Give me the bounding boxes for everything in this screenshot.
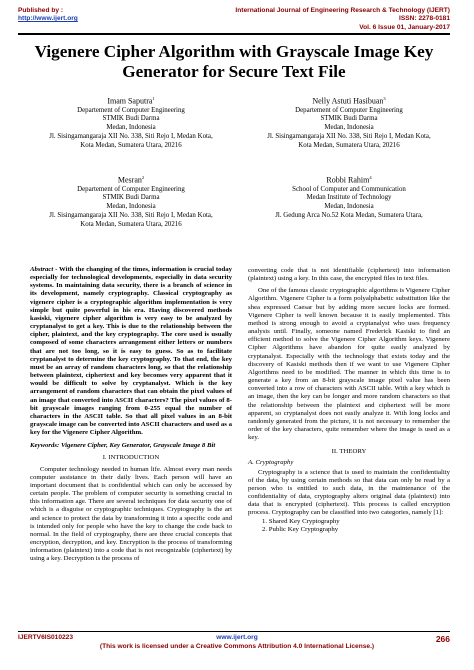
header-divider bbox=[18, 33, 450, 35]
footer-divider bbox=[18, 631, 450, 632]
body-paragraph: Cryptography is a science that is used to maintain the confidentiality of the data, by using certain methods so that data can only be read by a person who is entitled to such data, in the maintenance of the confidentiality of data, cryptography alters original data (plaintext) into data that is encrypted (ciphertext). This process is called encryption process. Cryptography can be classified into two categories, namely [1]: bbox=[248, 468, 450, 517]
paper-title: Vigenere Cipher Algorithm with Grayscale Image Key Generator for Secure Text File bbox=[34, 42, 434, 81]
header-journal-info bbox=[235, 7, 450, 32]
author-line: STMIK Budi Darma bbox=[102, 194, 160, 202]
abstract-label: Abstract bbox=[30, 266, 54, 273]
footer-url-link[interactable]: www.ijert.org bbox=[216, 634, 258, 641]
journal-name: International Journal of Engineering Research & Technology (IJERT) bbox=[235, 7, 450, 14]
author-line: Jl. Sisingamangaraja XII No. 338, Siti Rejo I, Medan Kota, bbox=[267, 133, 431, 141]
section-heading-theory: II. THEORY bbox=[331, 448, 367, 456]
author-line: Medan, Indonesia bbox=[106, 124, 156, 132]
author-line: STMIK Budi Darma bbox=[102, 115, 160, 123]
author-block-3: Nelly Astuti Hasibuan$^3$ Departement of Computer Engineering STMIK Budi Darma Medan, Indonesia Jl. Sisingamangaraja XII No. 338, Siti Rejo I, Medan Kota, Kota Medan, Sumatera Utara, 20216 bbox=[248, 95, 450, 151]
author-name: Imam Saputra bbox=[107, 96, 153, 106]
author-line: Departement of Computer Engineering bbox=[77, 185, 185, 193]
author-line: Departement of Computer Engineering bbox=[77, 106, 185, 114]
page-number: 266 bbox=[435, 634, 450, 644]
keywords-label: Keywords: bbox=[30, 442, 60, 450]
section-heading-introduction: I. INTRODUCTION bbox=[102, 454, 160, 462]
author-line: Kota Medan, Sumatera Utara, 20216 bbox=[80, 142, 182, 150]
author-line: Jl. Sisingamangaraja XII No. 338, Siti Rejo I, Medan Kota, bbox=[49, 133, 213, 141]
author-line: Medan Institute of Technology bbox=[306, 194, 392, 202]
list-item: 1. Shared Key Cryptography bbox=[262, 517, 340, 525]
author-line: Kota Medan, Sumatera Utara, 20216 bbox=[298, 142, 400, 150]
author-name: Nelly Astuti Hasibuan bbox=[312, 96, 384, 106]
license-notice: (This work is licensed under a Creative Commons Attribution 4.0 International License.) bbox=[99, 643, 375, 650]
author-name: Robbi Rahim bbox=[326, 175, 370, 185]
author-line: Medan, Indonesia bbox=[324, 124, 374, 132]
list-item: 2. Public Key Cryptography bbox=[262, 525, 339, 533]
introduction-paragraph: Computer technology needed in human life. Almost every man needs computer assistance in their daily lives. Each person will have an important document that is confidential which can only be accessed by certain people. The problem of computer security is something crucial in this information age. There are several techniques for data security one of which is a disguise or cryptographic techniques. Cryptography is the art and science to protect the data by transforming it into a specific code and is intended only for people who have the key to change the code back to normal. In the field of cryptography, there are three crucial concepts that encryption, decryption, and key. Encryption is the process of transforming information (plaintext) into a code that is not recognizable (ciphertext) by using a key. Decryption is the process of bbox=[30, 465, 232, 563]
author-line: Jl. Gedung Arca No.52 Kota Medan, Sumatera Utara, bbox=[275, 212, 423, 220]
published-by-label: Published by : bbox=[18, 7, 64, 14]
author-block-2: Mesran$^2$ Departement of Computer Engineering STMIK Budi Darma Medan, Indonesia Jl. Sisingamangaraja XII No. 338, Siti Rejo I, Medan Kota, Kota Medan, Sumatera Utara, 20216 bbox=[30, 174, 232, 230]
author-block-1: Imam Saputra$^1$ Departement of Computer Engineering STMIK Budi Darma Medan, Indonesia Jl. Sisingamangaraja XII No. 338, Siti Rejo I, Medan Kota, Kota Medan, Sumatera Utara, 20216 bbox=[30, 95, 232, 151]
journal-url-link[interactable]: http://www.ijert.org bbox=[18, 15, 78, 23]
issn: ISSN: 2278-0181 bbox=[399, 15, 450, 23]
author-line: Kota Medan, Sumatera Utara, 20216 bbox=[80, 221, 182, 229]
volume-issue: Vol. 6 Issue 01, January-2017 bbox=[359, 23, 450, 31]
author-line: Departement of Computer Engineering bbox=[295, 106, 403, 114]
subsection-heading-cryptography: A. Cryptography bbox=[248, 459, 294, 467]
author-line: School of Computer and Communication bbox=[292, 185, 406, 193]
keywords-text: Vigenere Cipher, Key Generator, Grayscale Image 8 Bit bbox=[59, 442, 216, 450]
author-name: Mesran bbox=[117, 175, 142, 185]
abstract bbox=[30, 266, 232, 437]
author-line: Jl. Sisingamangaraja XII No. 338, Siti Rejo I, Medan Kota, bbox=[49, 212, 213, 220]
header-publisher bbox=[18, 7, 78, 24]
left-column bbox=[30, 266, 232, 563]
author-line: Medan, Indonesia bbox=[106, 203, 156, 211]
author-line: Medan, Indonesia bbox=[324, 203, 374, 211]
right-column bbox=[248, 267, 450, 534]
paper-id: IJERTV6IS010223 bbox=[18, 634, 73, 641]
abstract-text: - With the changing of the times, information is crucial today especially for technological developments, especially in data security systems. In maintaining data security, there is a branch of science in its development, namely cryptography. Classical cryptography as vigenere cipher is a cryptographic algorithm implementation is very simple but quite powerful in his era. Having discovered methods kasiski, vigenere cipher algorithm is very easy to be analyzed by cryptanalyst to get a key. This is due to the relationship between the cipher, plaintext, and the key cryptography. The core used is usually composed of some characters arrangement either letters or numbers that are not too long, so it is easy to guess. So as to facilitate cryptanalyst to determine the key cryptography. To that end, the key must be an array of random characters long, so that the relationship between plaintext, ciphertext and key becomes very apparent that it would be difficult to solve by cryptanalyst. Which is the key arrangement of random characters that can obtain the pixel values of an image that converted into ASCII characters? The pixel values of 8-bit grayscale images ranging from 0-255 equal the number of characters in the ASCII table. So that all pixel values in an 8-bit grayscale image can be converted into ASCII characters and used as a key for the Vigenere Cipher Algorithm. bbox=[30, 266, 232, 437]
body-paragraph: converting code that is not identifiable (ciphertext) into information (plaintext) using a key. In this case, the encrypted files in text files. bbox=[248, 267, 450, 283]
body-paragraph: One of the famous classic cryptographic algorithms is Vigenere Cipher Algorithm. Vigenere Cipher is a form polyalphabetic substitution like the shea expressed Caesar but by adding more secure locks are formed. Vigenere Cipher is well known because it is easily implemented. This method is strong enough to avoid a cryptanalyst who uses frequency analysis until. Finally, someone named Frederick Kasiski to find an efficient method to solve the Vigenere Cipher Algorithm keys. Vigenere Cipher Algorithms have abandon for quite easily analyzed by cryptanalyst. Especially with the technology that exists today and the discovery of Kasiski methods then if we want to use Vigenere Cipher Algorithms need to be modified. The manner in which this time is to generate a key from an 8-bit grayscale image pixel value has been converted into a row of characters with ASCII table. With a key which is an image, then the key can be longer and more random characters so that the relationship between the plaintext and ciphertext will be more apparent, so cryptanalyst does not easily analyze it. With long locks and randomly generated from the picture, it is not necessary to remember the order of the key characters, quite remember where the image is used as a key. bbox=[248, 287, 450, 442]
author-block-4: Robbi Rahim$^4$ School of Computer and Communication Medan Institute of Technology Medan, Indonesia Jl. Gedung Arca No.52 Kota Medan, Sumatera Utara, bbox=[248, 174, 450, 221]
keywords bbox=[30, 442, 232, 450]
author-line: STMIK Budi Darma bbox=[320, 115, 378, 123]
